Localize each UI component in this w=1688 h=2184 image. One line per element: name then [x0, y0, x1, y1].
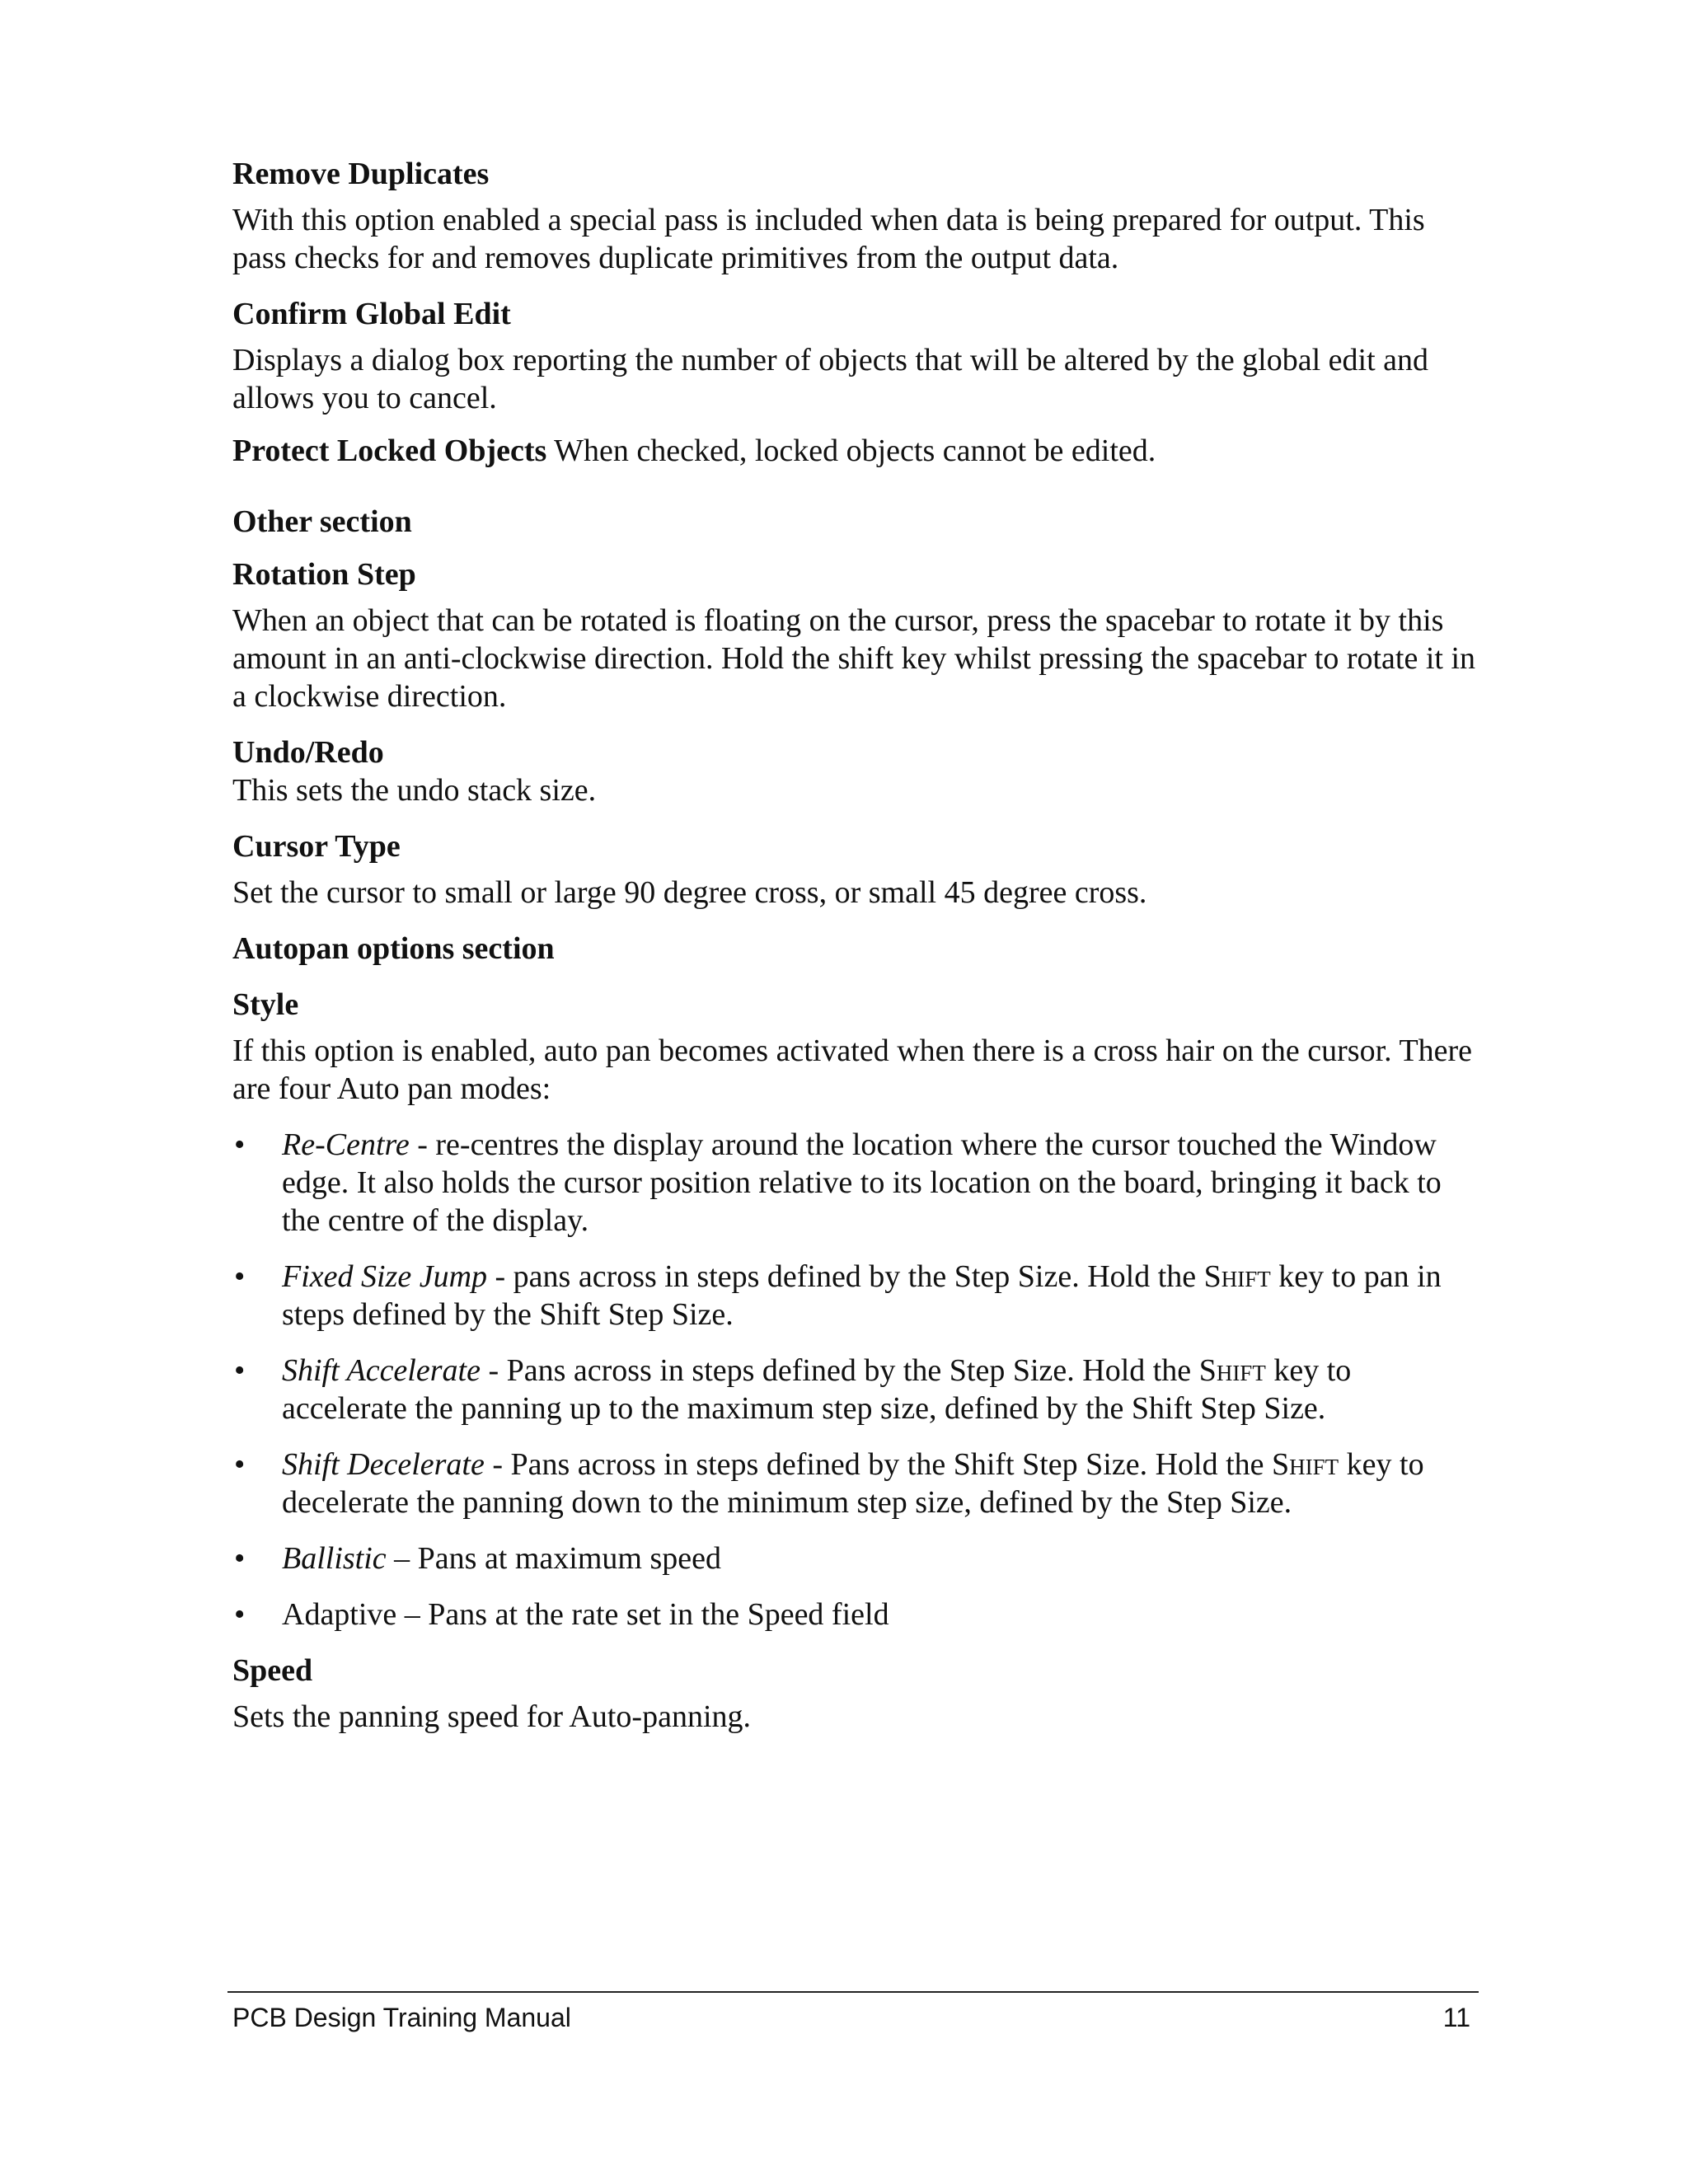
cursor-type-text: Set the cursor to small or large 90 degree cross, or small 45 degree cross. — [232, 875, 1147, 910]
list-item — [232, 1352, 1477, 1427]
list-item — [232, 1126, 1477, 1240]
bullet-icon: • — [234, 1127, 246, 1162]
speed-heading: Speed — [232, 1653, 313, 1688]
style-heading: Style — [232, 987, 299, 1022]
list-item — [232, 1540, 1477, 1577]
other-section-heading: Other section — [232, 504, 412, 539]
footer-title: PCB Design Training Manual — [232, 2003, 571, 2032]
rotation-step-text: When an object that can be rotated is floating on the cursor, press the spacebar to rotate it by this amount in an anti-clockwise direction. Hold the shift key whilst pressing the spacebar to rotate it in a clockwise direction. — [232, 603, 1476, 714]
page-number: 11 — [1442, 2003, 1470, 2032]
autopan-modes-list — [232, 1126, 1477, 1633]
remove-duplicates-heading: Remove Duplicates — [232, 157, 490, 191]
document-body — [232, 155, 1477, 1736]
confirm-global-edit-heading: Confirm Global Edit — [232, 297, 511, 331]
mode-description: – Pans at maximum speed — [386, 1541, 721, 1576]
mode-name: Re-Centre — [282, 1127, 410, 1162]
remove-duplicates-text: With this option enabled a special pass is included when data is being prepared for output. This pass checks for and removes duplicate primitives from the output data. — [232, 203, 1425, 275]
undo-redo-heading: Undo/Redo — [232, 735, 384, 770]
list-item — [232, 1446, 1477, 1521]
page-footer — [232, 2001, 1470, 2034]
mode-description: - re-centres the display around the location where the cursor touched the Window edge. It also holds the cursor position relative to its location on the board, bringing it back to the centre of the display. — [282, 1127, 1442, 1238]
style-text: If this option is enabled, auto pan becomes activated when there is a cross hair on the cursor. There are four Auto pan modes: — [232, 1033, 1473, 1106]
rotation-step-heading: Rotation Step — [232, 557, 416, 592]
mode-description: - Pans across in steps defined by the Shift Step Size. Hold the — [484, 1447, 1272, 1482]
bullet-icon: • — [234, 1353, 246, 1388]
undo-redo-text: This sets the undo stack size. — [232, 773, 597, 808]
mode-name: Shift Decelerate — [282, 1447, 485, 1482]
protect-locked-text: When checked, locked objects cannot be edited. — [546, 434, 1156, 468]
mode-name: Shift Accelerate — [282, 1353, 481, 1388]
bullet-icon: • — [234, 1259, 246, 1294]
bullet-icon: • — [234, 1597, 246, 1632]
mode-name: Fixed Size Jump — [282, 1259, 488, 1294]
mode-description-cont: key to pan in steps defined by the Shift Step Size. — [282, 1259, 1442, 1332]
mode-description-cont: key to decelerate the panning down to the minimum step size, defined by the Step Size. — [282, 1447, 1424, 1520]
mode-name: Ballistic — [282, 1541, 387, 1576]
shift-key-label: Shift — [1272, 1447, 1339, 1482]
mode-description: - Pans across in steps defined by the Step Size. Hold the — [480, 1353, 1199, 1388]
mode-description: Adaptive – Pans at the rate set in the Speed field — [282, 1597, 889, 1632]
cursor-type-heading: Cursor Type — [232, 829, 401, 864]
protect-locked-paragraph — [232, 432, 1477, 470]
bullet-icon: • — [234, 1447, 246, 1482]
shift-key-label: Shift — [1198, 1353, 1266, 1388]
protect-locked-label: Protect Locked Objects — [232, 434, 547, 468]
list-item — [232, 1596, 1477, 1633]
bullet-icon: • — [234, 1541, 246, 1576]
autopan-section-heading: Autopan options section — [232, 931, 555, 966]
confirm-global-edit-text: Displays a dialog box reporting the number of objects that will be altered by the global edit and allows you to cancel. — [232, 343, 1429, 415]
shift-key-label: Shift — [1203, 1259, 1271, 1294]
mode-description-cont: key to accelerate the panning up to the maximum step size, defined by the Shift Step Size. — [282, 1353, 1352, 1426]
speed-text: Sets the panning speed for Auto-panning. — [232, 1699, 752, 1734]
footer-divider — [227, 1991, 1479, 1993]
list-item — [232, 1258, 1477, 1333]
mode-description: - pans across in steps defined by the Step Size. Hold the — [487, 1259, 1204, 1294]
